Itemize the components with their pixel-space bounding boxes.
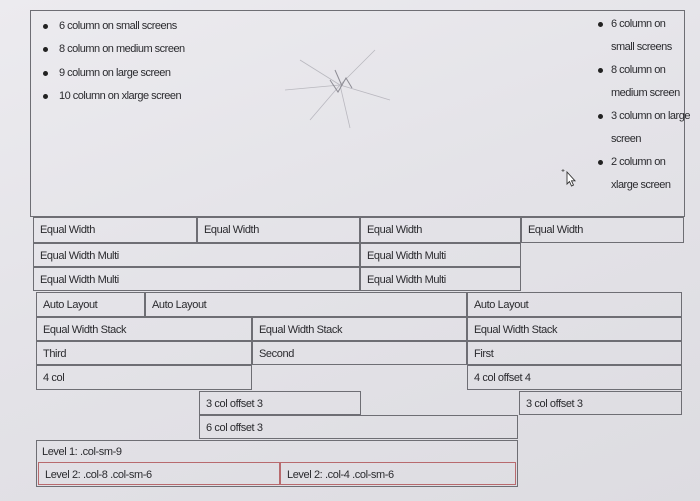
grid-cell-order-third: Third [36, 341, 252, 365]
list-item: 8 column on medium screen [37, 38, 185, 61]
nesting-level2-a: Level 2: .col-8 .col-sm-6 [38, 462, 280, 485]
list-item: 10 column on xlarge screen [37, 85, 185, 108]
list-item: 8 column on medium screen [597, 59, 691, 105]
list-item: 3 column on large screen [597, 105, 691, 151]
grid-cell-4-col: 4 col [36, 365, 252, 390]
nesting-level1-label: Level 1: .col-sm-9 [42, 446, 122, 458]
grid-cell-auto-layout: Auto Layout [36, 292, 145, 317]
mouse-cursor-icon [560, 166, 580, 192]
grid-cell-4-col-offset-4: 4 col offset 4 [467, 365, 682, 390]
grid-cell-equal-width-multi: Equal Width Multi [360, 243, 521, 267]
grid-cell-equal-width-multi: Equal Width Multi [33, 243, 360, 267]
grid-cell-auto-layout: Auto Layout [145, 292, 467, 317]
list-item: 6 column on small screens [37, 15, 185, 38]
grid-cell-equal-width: Equal Width [197, 217, 360, 243]
grid-cell-equal-width-stack: Equal Width Stack [252, 317, 467, 341]
grid-cell-equal-width-stack: Equal Width Stack [36, 317, 252, 341]
grid-cell-3-col-offset-3: 3 col offset 3 [519, 391, 682, 415]
grid-cell-equal-width-multi: Equal Width Multi [33, 267, 360, 291]
grid-cell-equal-width-multi: Equal Width Multi [360, 267, 521, 291]
grid-cell-3-col-offset-3: 3 col offset 3 [199, 391, 361, 415]
grid-cell-order-second: Second [252, 341, 467, 365]
grid-cell-6-col-offset-3: 6 col offset 3 [199, 415, 518, 439]
right-column-list [597, 13, 691, 197]
grid-cell-equal-width: Equal Width [33, 217, 197, 243]
grid-cell-equal-width: Equal Width [521, 217, 684, 243]
grid-cell-equal-width: Equal Width [360, 217, 521, 243]
list-item: 6 column on small screens [597, 13, 691, 59]
grid-cell-equal-width-stack: Equal Width Stack [467, 317, 682, 341]
screen-crack-mark [280, 40, 400, 130]
grid-cell-order-first: First [467, 341, 682, 365]
left-column-list [37, 15, 185, 108]
list-item: 2 column on xlarge screen [597, 151, 691, 197]
list-item: 9 column on large screen [37, 62, 185, 85]
nesting-level2-b: Level 2: .col-4 .col-sm-6 [280, 462, 516, 485]
grid-cell-auto-layout: Auto Layout [467, 292, 682, 317]
